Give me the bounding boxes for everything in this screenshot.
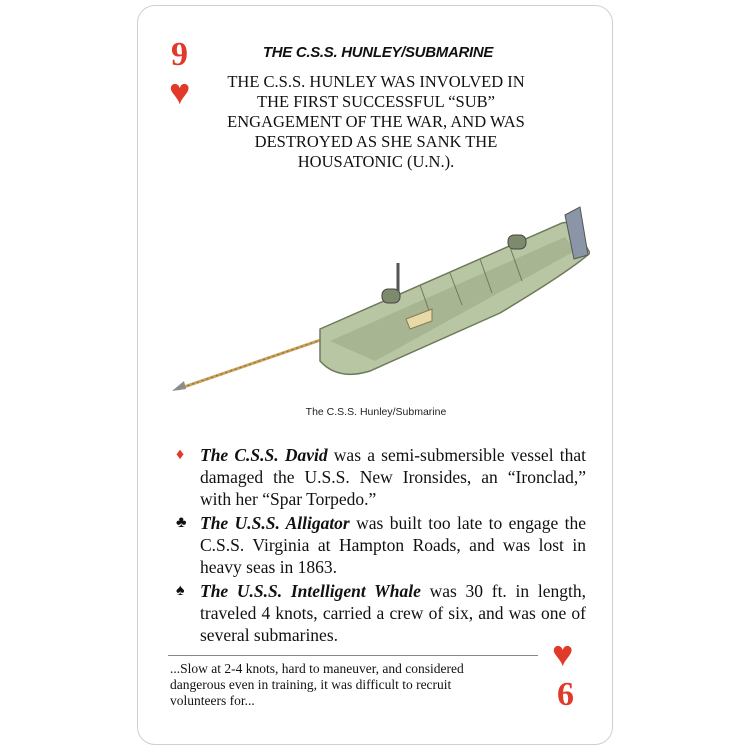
bottom-suit-heart-icon: ♥ bbox=[552, 634, 574, 674]
fact-item bbox=[174, 580, 586, 646]
forward-hatch bbox=[382, 289, 400, 303]
bottom-rank: 6 bbox=[557, 676, 574, 713]
club-icon: ♣ bbox=[176, 514, 187, 531]
facts-list bbox=[174, 444, 586, 648]
card-footer-text: ...Slow at 2-4 knots, hard to maneuver, and considered dangerous even in training, it was difficult to recruit volunteers for... bbox=[170, 661, 464, 708]
fact-item bbox=[174, 512, 586, 578]
fact-text: was a semi-submersible vessel that damaged the U.S.S. New Ironsides, an “Ironclad,” with her “Spar Torpedo.” bbox=[200, 445, 586, 509]
top-suit-heart-icon: ♥ bbox=[169, 72, 191, 112]
fact-text: was built too late to engage the C.S.S. Virginia at Hampton Roads, and was lost in heavy seas in 1863. bbox=[200, 513, 586, 577]
illustration-caption: The C.S.S. Hunley/Submarine bbox=[305, 406, 447, 418]
top-rank: 9 bbox=[171, 36, 188, 73]
fact-vessel-name: The U.S.S. Intelligent Whale bbox=[200, 581, 421, 601]
spar-tip bbox=[172, 381, 186, 391]
playing-card bbox=[137, 5, 613, 745]
divider bbox=[168, 655, 538, 656]
fact-item bbox=[174, 444, 586, 510]
fact-text: was 30 ft. in length, traveled 4 knots, carried a crew of six, and was one of several submarines. bbox=[200, 581, 586, 645]
card-intro: THE C.S.S. HUNLEY WAS INVOLVED IN THE FIRST SUCCESSFUL “SUB” ENGAGEMENT OF THE WAR, AND WAS DESTROYED AS SHE SANK THE HOUSATONIC (U.N.). bbox=[227, 72, 525, 171]
hull-shade bbox=[330, 237, 575, 361]
aft-hatch bbox=[508, 235, 526, 249]
spade-icon: ♠ bbox=[176, 582, 185, 599]
fact-vessel-name: The C.S.S. David bbox=[200, 445, 328, 465]
diamond-icon: ♦ bbox=[176, 446, 185, 463]
fact-vessel-name: The U.S.S. Alligator bbox=[200, 513, 350, 533]
card-title: THE C.S.S. HUNLEY/SUBMARINE bbox=[262, 44, 494, 61]
submarine-illustration bbox=[170, 201, 590, 401]
